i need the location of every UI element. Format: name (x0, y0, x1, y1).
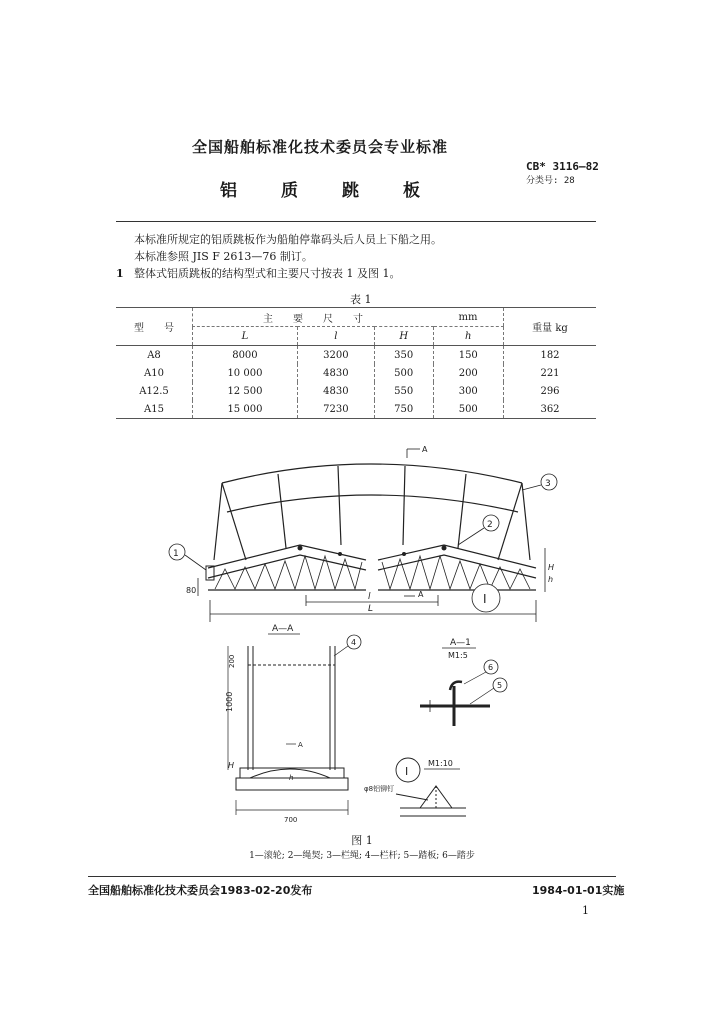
detail-rivet-note: φ8铝铆钉 (364, 785, 395, 793)
paragraph-purpose: 本标准所规定的铝质跳板作为船舶停靠码头后人员上下船之用。 (134, 233, 442, 246)
paragraph-reference: 本标准参照 JIS F 2613—76 制订。 (134, 250, 313, 263)
cell-H: 350 (374, 346, 433, 365)
top-rope-lower (227, 495, 518, 512)
header-unit: mm (433, 308, 504, 327)
callout-3-number: 3 (545, 479, 551, 489)
header-dims: 主 要 尺 寸 (193, 308, 434, 327)
section-dim-H: H (228, 761, 235, 770)
cell-l: 7230 (297, 400, 374, 419)
cell-L: 15 000 (193, 400, 298, 419)
standard-code: CB* 3116—82 (526, 160, 599, 173)
detail-a1-title: A—1 (450, 638, 471, 648)
cell-h: 500 (433, 400, 504, 419)
cell-L: 8000 (193, 346, 298, 365)
dim-label-1000: 1000 (225, 691, 234, 712)
org-title: 全国船舶标准化技术委员会专业标准 (191, 138, 448, 156)
document-title: 铝质跳板 (220, 181, 464, 201)
table-caption: 表 1 (350, 293, 372, 306)
cell-l: 4830 (297, 382, 374, 400)
cell-L: 10 000 (193, 364, 298, 382)
section-mark-bottom: A (418, 590, 424, 599)
classification-code: 分类号: 28 (526, 176, 575, 186)
footer-issued: 全国船舶标准化技术委员会1983-02-20发布 (88, 884, 313, 897)
header-l: l (297, 327, 374, 346)
section-dim-h: h (289, 774, 294, 782)
header-model: 型 号 (116, 308, 193, 346)
section-mark-top: A (422, 445, 428, 454)
cell-l: 4830 (297, 364, 374, 382)
dim-label-L: L (368, 604, 374, 614)
header-L: L (193, 327, 298, 346)
cell-h: 150 (433, 346, 504, 365)
header-H: H (374, 327, 433, 346)
cell-weight: 296 (504, 382, 597, 400)
cell-weight: 221 (504, 364, 597, 382)
cell-H: 550 (374, 382, 433, 400)
cell-model: A12.5 (139, 385, 169, 397)
figure-caption: 图 1 (351, 834, 373, 847)
callout-1-number: 1 (173, 549, 179, 559)
callout-5-number: 5 (497, 681, 503, 690)
header-h: h (433, 327, 504, 346)
cell-weight: 182 (504, 346, 597, 365)
clause-number: 1 (116, 267, 124, 280)
cell-model: A8 (147, 349, 161, 361)
page-number: 1 (582, 904, 589, 917)
top-rope-upper (222, 464, 522, 483)
cell-l: 3200 (297, 346, 374, 365)
detail-a1-scale: M1:5 (448, 651, 468, 660)
cell-L: 12 500 (193, 382, 298, 400)
cell-h: 300 (433, 382, 504, 400)
detail-I-scale: M1:10 (428, 759, 453, 768)
footer-effective: 1984-01-01实施 (532, 884, 625, 897)
cell-h: 200 (433, 364, 504, 382)
callout-2-number: 2 (487, 520, 493, 530)
callout-6-number: 6 (488, 663, 494, 672)
clause-text: 整体式铝质跳板的结构型式和主要尺寸按表 1 及图 1。 (134, 267, 401, 280)
dim-label-200: 200 (228, 654, 236, 668)
dim-label-700: 700 (284, 816, 298, 824)
section-mark-low: A (298, 741, 303, 749)
dim-label-l: l (368, 592, 371, 602)
footer-rule (88, 876, 616, 877)
cell-model: A15 (144, 403, 164, 415)
callout-4-number: 4 (351, 638, 357, 647)
dim-label-h: h (548, 575, 554, 584)
cell-model: A10 (144, 367, 164, 379)
callout-I-numeral: I (483, 592, 487, 606)
figure-legend: 1—滚轮; 2—绳契; 3—栏绳; 4—栏杆; 5—踏板; 6—踏步 (249, 851, 475, 861)
cell-H: 750 (374, 400, 433, 419)
dim-label-80: 80 (186, 586, 197, 595)
header-weight: 重量 kg (504, 308, 597, 346)
dim-label-H: H (548, 563, 555, 572)
cell-weight: 362 (504, 400, 597, 419)
cell-H: 500 (374, 364, 433, 382)
section-title: A—A (272, 624, 294, 634)
detail-I-numeral: I (405, 765, 409, 778)
